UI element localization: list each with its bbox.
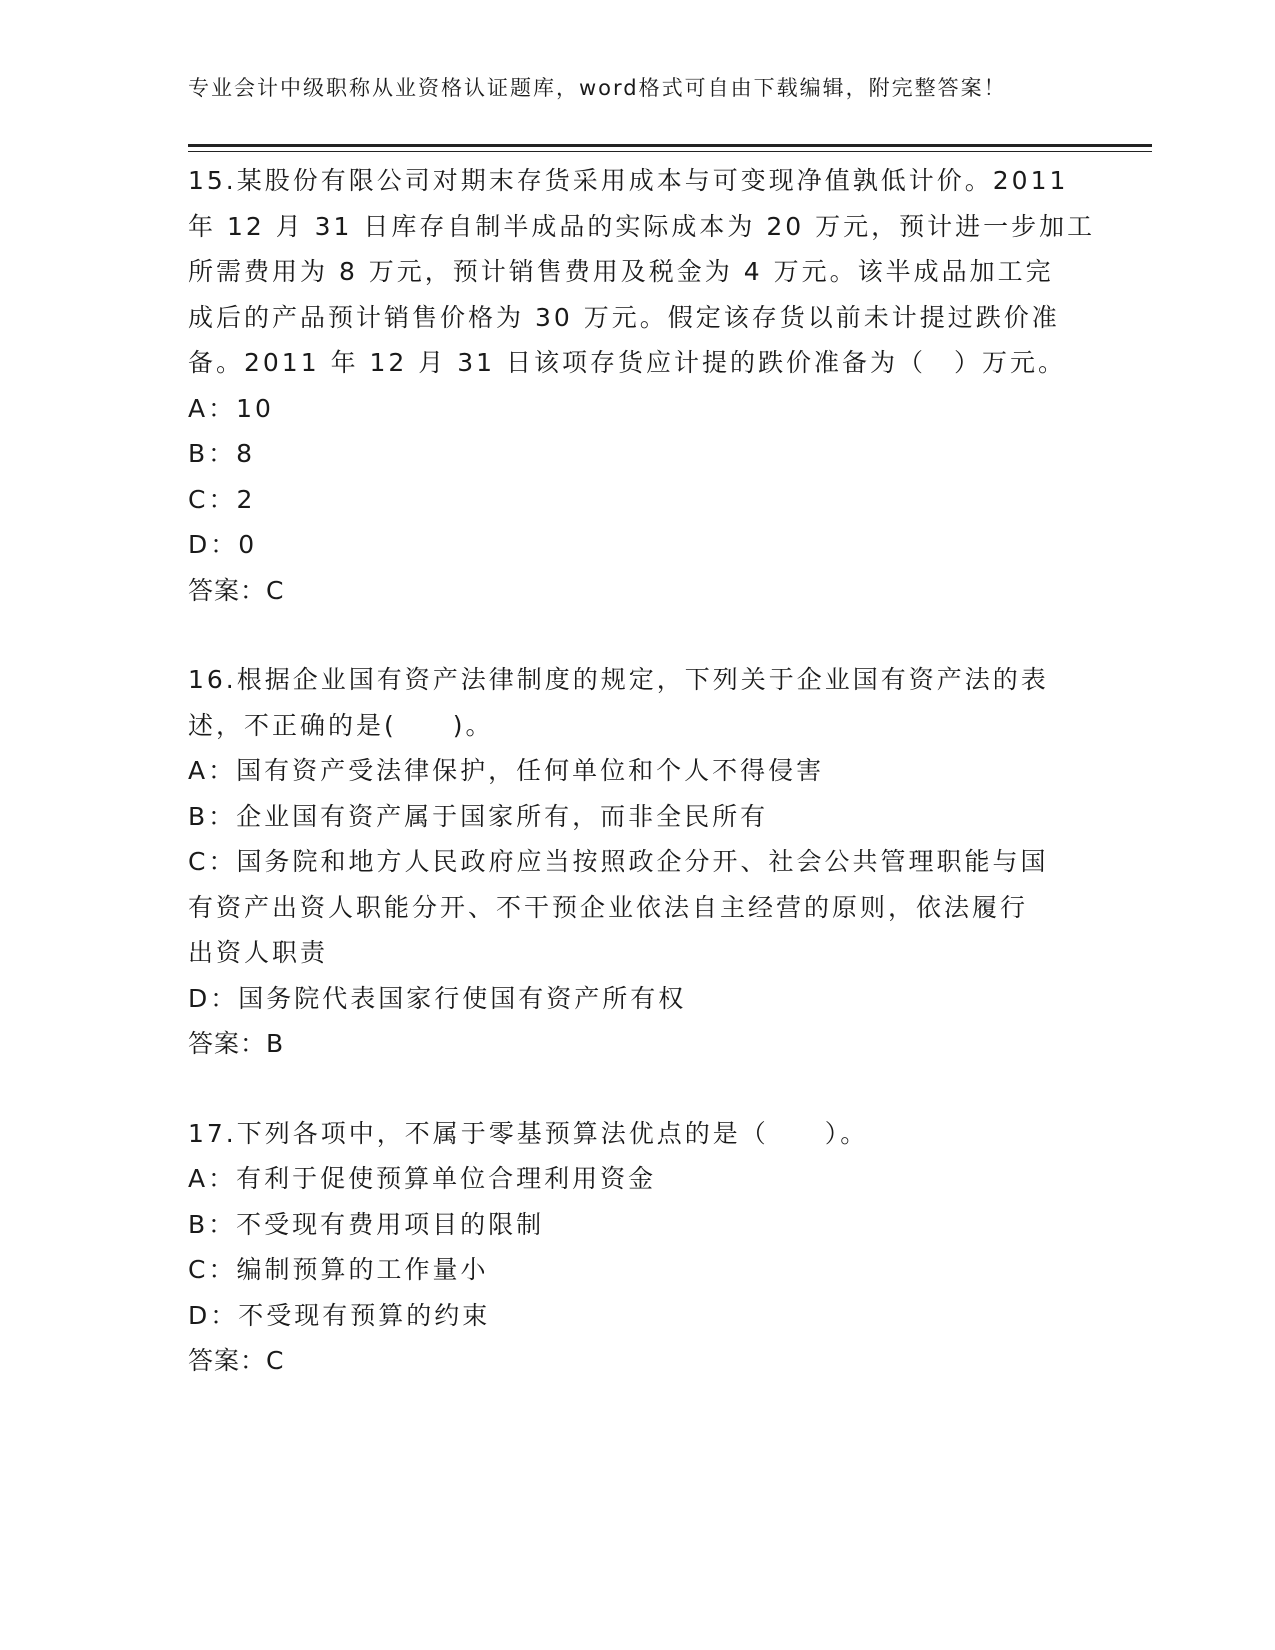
option-b: B：不受现有费用项目的限制 — [188, 1209, 545, 1239]
option-c-continued: 有资产出资人职能分开、不干预企业依法自主经营的原则，依法履行 — [188, 892, 1029, 922]
question-stem-line: 16.根据企业国有资产法律制度的规定，下列关于企业国有资产法的表 — [188, 665, 1049, 694]
question-stem-line: 成后的产品预计销售价格为 30 万元。假定该存货以前未计提过跌价准 — [188, 302, 1060, 332]
option-c-continued: 出资人职责 — [188, 938, 329, 967]
option-b: B：企业国有资产属于国家所有，而非全民所有 — [188, 801, 769, 831]
answer-line: 答案：C — [188, 1346, 285, 1375]
option-d: D：国务院代表国家行使国有资产所有权 — [188, 983, 687, 1013]
question-stem-line: 备。2011 年 12 月 31 日该项存货应计提的跌价准备为（ ）万元。 — [188, 348, 1066, 377]
question-17 — [188, 1111, 1088, 1384]
option-b: B：8 — [188, 439, 256, 468]
document-header: 专业会计中级职称从业资格认证题库，word格式可自由下载编辑，附完整答案！ — [188, 76, 1007, 100]
question-spacer — [188, 613, 1088, 657]
option-d: D：0 — [188, 530, 258, 559]
header-rule-thick — [188, 144, 1152, 147]
question-stem-line: 15.某股份有限公司对期末存货采用成本与可变现净值孰低计价。2011 — [188, 166, 1069, 195]
option-a: A：10 — [188, 393, 274, 423]
question-stem-line: 述，不正确的是( )。 — [188, 710, 494, 740]
header-rule-thin — [188, 151, 1152, 152]
option-a: A：有利于促使预算单位合理利用资金 — [188, 1164, 657, 1193]
option-c: C：2 — [188, 484, 256, 514]
option-a: A：国有资产受法律保护，任何单位和个人不得侵害 — [188, 756, 825, 785]
option-d: D：不受现有预算的约束 — [188, 1300, 491, 1330]
option-c: C：国务院和地方人民政府应当按照政企分开、社会公共管理职能与国 — [188, 847, 1049, 876]
question-16 — [188, 657, 1088, 1067]
question-stem-line: 年 12 月 31 日库存自制半成品的实际成本为 20 万元，预计进一步加工 — [188, 211, 1096, 241]
option-c: C：编制预算的工作量小 — [188, 1255, 489, 1284]
question-15 — [188, 158, 1096, 613]
question-spacer — [188, 1067, 1088, 1111]
answer-line: 答案：B — [188, 1029, 285, 1058]
answer-line: 答案：C — [188, 575, 285, 605]
question-list — [188, 158, 1096, 1384]
question-stem-line: 所需费用为 8 万元，预计销售费用及税金为 4 万元。该半成品加工完 — [188, 257, 1054, 286]
question-stem-line: 17.下列各项中，不属于零基预算法优点的是（ ）。 — [188, 1118, 869, 1148]
